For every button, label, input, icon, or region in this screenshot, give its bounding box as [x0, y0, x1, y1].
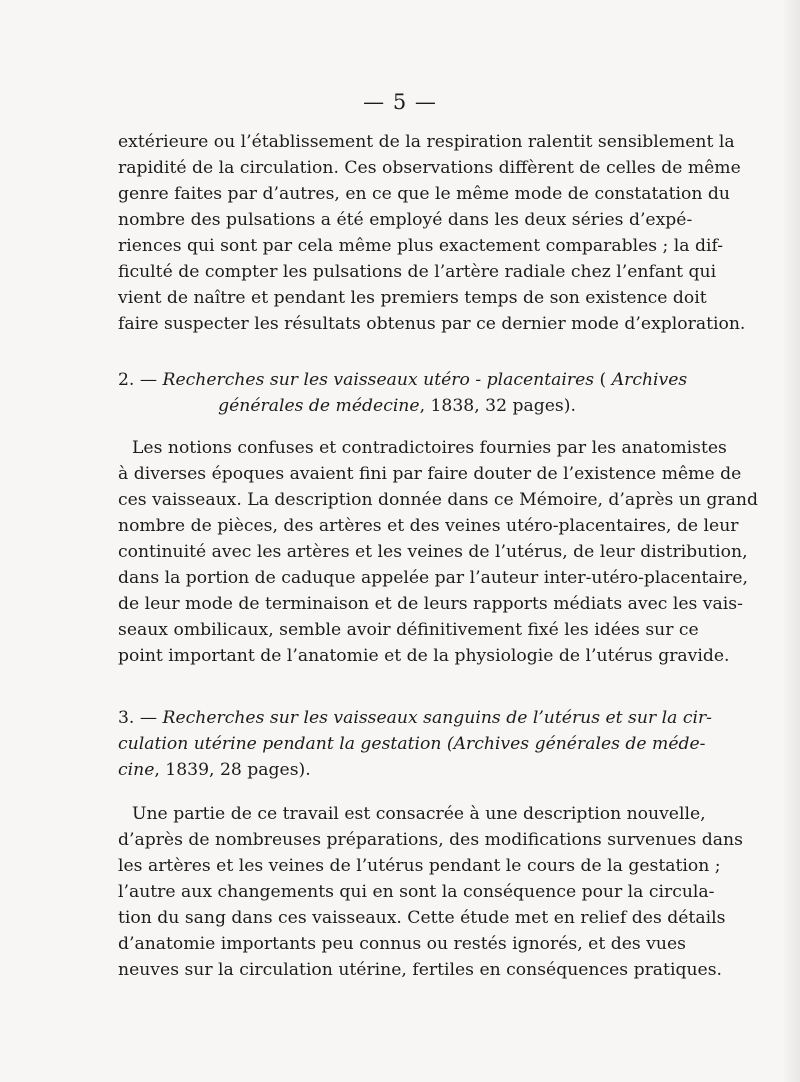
- para3-line: neuves sur la circulation utérine, fertiles en conséquences pratiques.: [118, 960, 722, 980]
- para3-line: les artères et les veines de l’utérus pendant le cours de la gestation ;: [118, 856, 721, 876]
- para2-line: à diverses époques avaient fini par faire douter de l’existence même de: [118, 464, 742, 484]
- para3-line: d’après de nombreuses préparations, des modifications survenues dans: [118, 830, 743, 850]
- entry3-heading-line2: [118, 734, 706, 754]
- para3-line: d’anatomie importants peu connus ou restés ignorés, et des vues: [118, 934, 686, 954]
- para1-line: rapidité de la circulation. Ces observations diffèrent de celles de même: [118, 158, 741, 178]
- entry3-title-part1: Recherches sur les vaisseaux sanguins de l’utérus et sur la cir-: [162, 708, 712, 728]
- para1-line: faire suspecter les résultats obtenus par ce dernier mode d’exploration.: [118, 314, 746, 334]
- para1-line: ficulté de compter les pulsations de l’artère radiale chez l’enfant qui: [118, 262, 717, 282]
- para1-line: vient de naître et pendant les premiers temps de son existence doit: [118, 288, 707, 308]
- para2-line: nombre de pièces, des artères et des veines utéro-placentaires, de leur: [118, 516, 739, 536]
- para2-line: dans la portion de caduque appelée par l’auteur inter-utéro-placentaire,: [118, 568, 749, 588]
- entry2-heading-line2: [118, 396, 676, 416]
- page-edge-shadow: [782, 0, 800, 1082]
- para3-line: Une partie de ce travail est consacrée à une description nouvelle,: [132, 804, 706, 824]
- entry3-title-part2: culation utérine pendant la gestation: [118, 734, 442, 754]
- para1-line: nombre des pulsations a été employé dans les deux séries d’expé-: [118, 210, 693, 230]
- para2-line: Les notions confuses et contradictoires fournies par les anatomistes: [132, 438, 727, 458]
- para2-line: continuité avec les artères et les veines de l’utérus, de leur distribution,: [118, 542, 748, 562]
- entry3-heading-line1: [118, 708, 712, 728]
- para1-line: genre faites par d’autres, en ce que le même mode de constatation du: [118, 184, 730, 204]
- page-number: — 5 —: [363, 90, 437, 114]
- entry2-ref-open: (: [599, 370, 607, 390]
- para1-line: riences qui sont par cela même plus exactement comparables ; la dif-: [118, 236, 724, 256]
- entry2-journal: générales de médecine: [218, 396, 420, 416]
- para2-line: de leur mode de terminaison et de leurs rapports médiats avec les vais-: [118, 594, 743, 614]
- entry2-citation: , 1838, 32 pages).: [419, 396, 576, 416]
- entry3-journal-end: cine: [118, 760, 155, 780]
- para3-line: l’autre aux changements qui en sont la conséquence pour la circula-: [118, 882, 715, 902]
- para2-line: seaux ombilicaux, semble avoir définitivement fixé les idées sur ce: [118, 620, 699, 640]
- para2-line: ces vaisseaux. La description donnée dans ce Mémoire, d’après un grand: [118, 490, 758, 510]
- para2-line: point important de l’anatomie et de la physiologie de l’utérus gravide.: [118, 646, 730, 666]
- para3-line: tion du sang dans ces vaisseaux. Cette étude met en relief des détails: [118, 908, 726, 928]
- para1-line: extérieure ou l’établissement de la respiration ralentit sensiblement la: [118, 132, 735, 152]
- entry2-heading-line1: [118, 370, 688, 390]
- entry3-heading-line3: [118, 760, 676, 780]
- entry3-number: 3. —: [118, 708, 158, 728]
- entry2-ref-title: Archives: [611, 370, 688, 390]
- entry3-citation: , 1839, 28 pages).: [154, 760, 311, 780]
- entry2-number: 2. —: [118, 370, 158, 390]
- entry3-journal: (Archives générales de méde-: [446, 734, 706, 754]
- entry2-title: Recherches sur les vaisseaux utéro - placentaires: [162, 370, 595, 390]
